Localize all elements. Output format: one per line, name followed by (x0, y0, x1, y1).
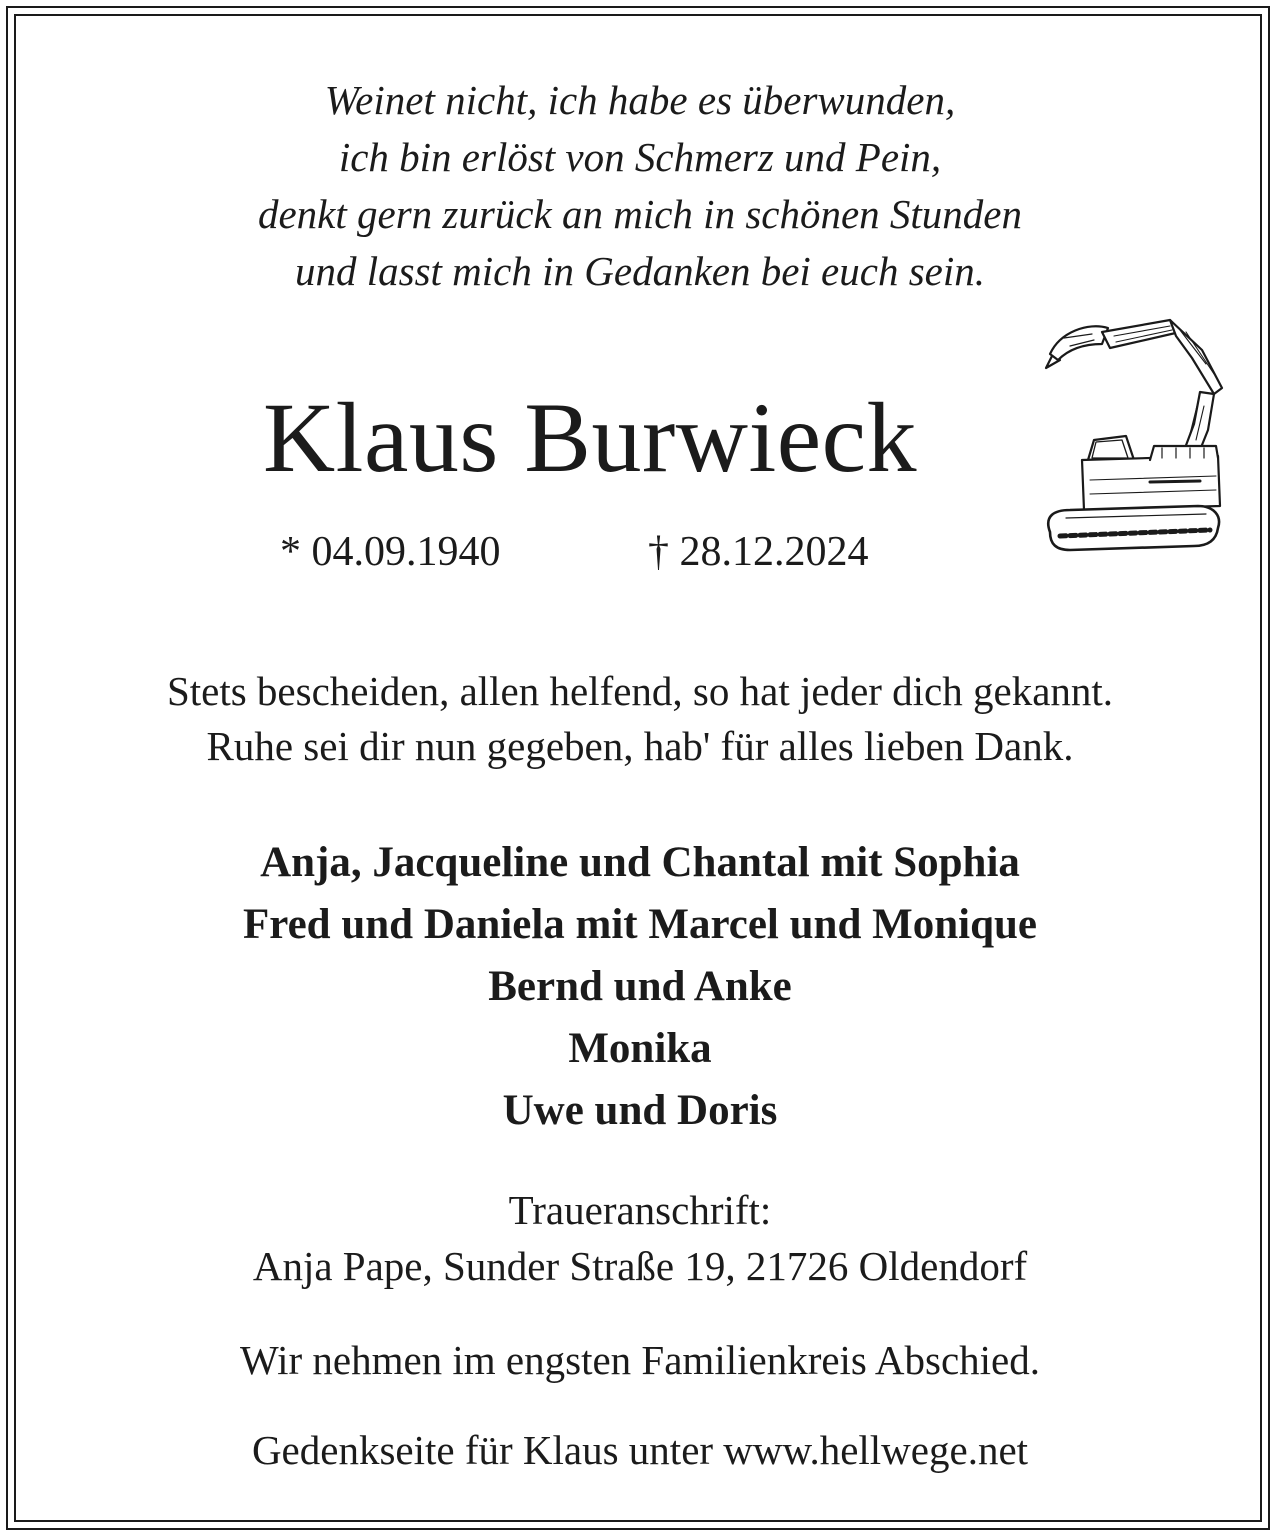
address-label: Traueranschrift: (508, 1187, 772, 1233)
tribute-line: Ruhe sei dir nun gegeben, hab' für alles lieben Dank. (206, 723, 1074, 769)
family-member-line: Anja, Jacqueline und Chantal mit Sophia (260, 839, 1020, 886)
tribute-block (0, 664, 1280, 774)
excavator-icon (1030, 310, 1235, 560)
verse-block (0, 72, 1280, 300)
address-value: Anja Pape, Sunder Straße 19, 21726 Oldendorf (252, 1243, 1028, 1289)
birth-date: * 04.09.1940 (280, 529, 501, 575)
family-list (0, 832, 1280, 1142)
death-date: † 28.12.2024 (648, 529, 869, 575)
memorial-page-note: Gedenkseite für Klaus unter www.hellwege.net (251, 1427, 1029, 1473)
verse-line: ich bin erlöst von Schmerz und Pein, (338, 134, 942, 180)
mourning-address (0, 1182, 1280, 1294)
tribute-line: Stets bescheiden, allen helfend, so hat jeder dich gekannt. (166, 668, 1114, 714)
family-member-line: Fred und Daniela mit Marcel und Monique (243, 901, 1037, 948)
farewell-note: Wir nehmen im engsten Familienkreis Abschied. (240, 1337, 1040, 1383)
verse-line: Weinet nicht, ich habe es überwunden, (324, 77, 956, 123)
family-member-line: Uwe und Doris (502, 1087, 778, 1134)
family-member-line: Monika (568, 1025, 712, 1072)
verse-line: und lasst mich in Gedanken bei euch sein. (294, 248, 985, 294)
verse-line: denkt gern zurück an mich in schönen Stunden (257, 191, 1023, 237)
deceased-name: Klaus Burwieck (262, 382, 918, 493)
family-member-line: Bernd und Anke (488, 963, 792, 1010)
